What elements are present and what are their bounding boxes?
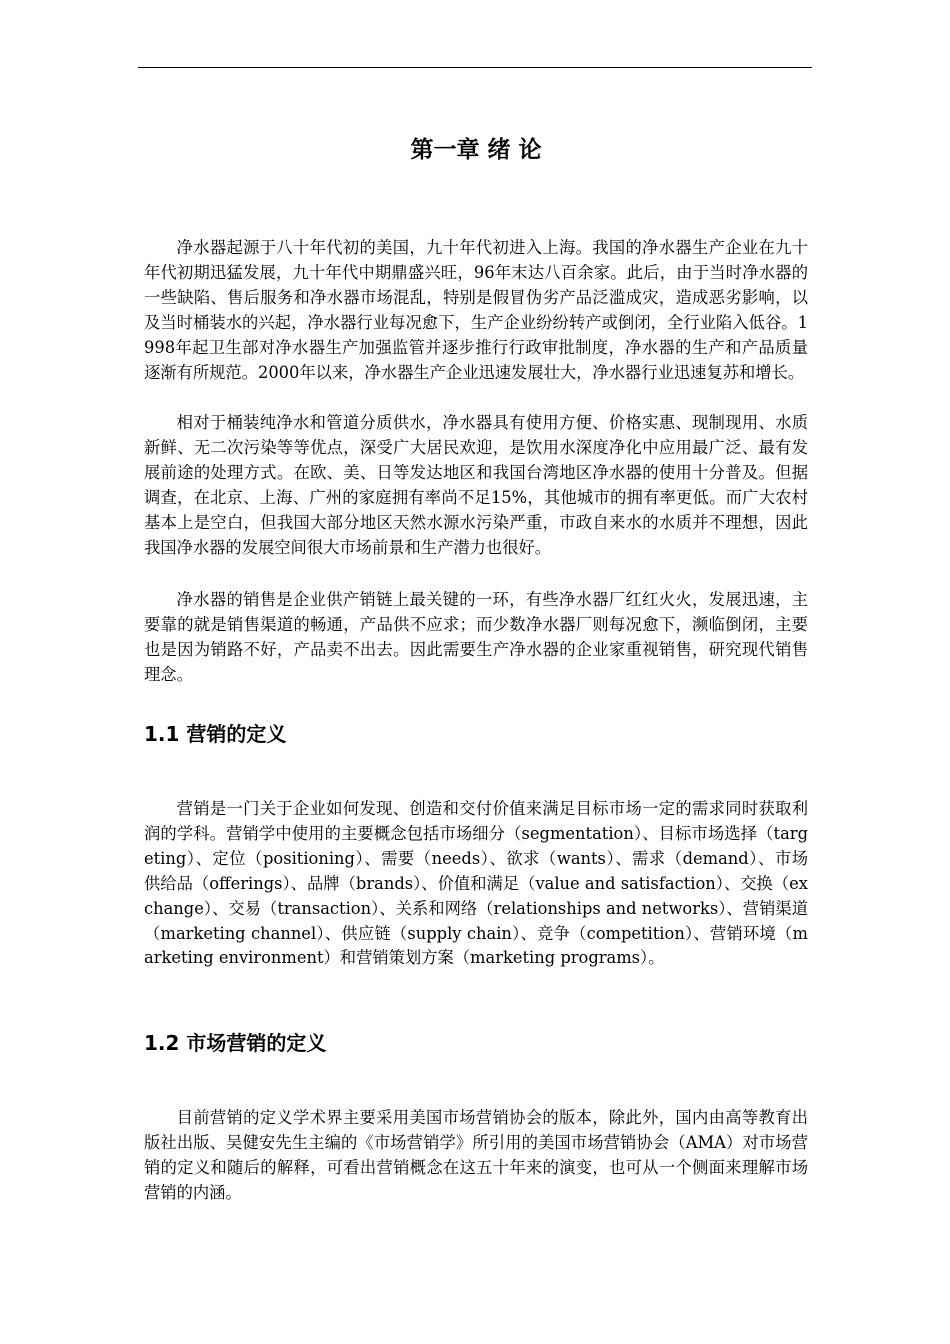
section-1-2-paragraph: 目前营销的定义学术界主要采用美国市场营销协会的版本，除此外，国内由高等教育出版社出版、吴健安先生主编的《市场营销学》所引用的美国市场营销协会（AMA）对市场营销的定义和随后的解释，可看出营销概念在这五十年来的演变，也可从一个侧面来理解市场营销的内涵。: [144, 1108, 808, 1202]
intro-paragraph-3: 净水器的销售是企业供产销链上最关键的一环，有些净水器厂红红火火，发展迅速，主要靠的就是销售渠道的畅通，产品供不应求；而少数净水器厂则每况愈下，濒临倒闭，主要也是因为销路不好，产品卖不出去。因此需要生产净水器的企业家重视销售，研究现代销售理念。: [144, 590, 808, 684]
section-heading-1-2: 1.2 市场营销的定义: [144, 1031, 327, 1055]
section-1-1-paragraph: 营销是一门关于企业如何发现、创造和交付价值来满足目标市场一定的需求同时获取利润的学科。营销学中使用的主要概念包括市场细分（segmentation）、目标市场选择（targeting）、定位（positioning）、需要（needs）、欲求（wants）、需求（demand）、市场供给品（offerings）、品牌（brands）、价值和满足（value and satisfaction）、交换（exchange）、交易（transaction）、关系和网络（relationships and networks）、营销渠道（marketing channel）、供应链（supply chain）、竞争（competition）、营销环境（marketing environment）和营销策划方案（marketing programs）。: [144, 799, 808, 968]
header-rule: [138, 67, 812, 68]
intro-paragraph-2: 相对于桶装纯净水和管道分质供水，净水器具有使用方便、价格实惠、现制现用、水质新鲜、无二次污染等等优点，深受广大居民欢迎，是饮用水深度净化中应用最广泛、最有发展前途的处理方式。在欧、美、日等发达地区和我国台湾地区净水器的使用十分普及。但据调查，在北京、上海、广州的家庭拥有率尚不足15%，其他城市的拥有率更低。而广大农村基本上是空白，但我国大部分地区天然水源水污染严重，市政自来水的水质并不理想，因此我国净水器的发展空间很大市场前景和生产潜力也很好。: [144, 413, 808, 557]
intro-paragraph-1: 净水器起源于八十年代初的美国，九十年代初进入上海。我国的净水器生产企业在九十年代初期迅猛发展，九十年代中期鼎盛兴旺，96年末达八百余家。此后，由于当时净水器的一些缺陷、售后服务和净水器市场混乱，特别是假冒伪劣产品泛滥成灾，造成恶劣影响，以及当时桶装水的兴起，净水器行业每况愈下，生产企业纷纷转产或倒闭，全行业陷入低谷。1998年起卫生部对净水器生产加强监管并逐步推行行政审批制度，净水器的生产和产品质量逐渐有所规范。2000年以来，净水器生产企业迅速发展壮大，净水器行业迅速复苏和增长。: [144, 238, 808, 382]
chapter-title: 第一章 绪 论: [410, 137, 542, 163]
section-heading-1-1: 1.1 营销的定义: [144, 722, 287, 746]
